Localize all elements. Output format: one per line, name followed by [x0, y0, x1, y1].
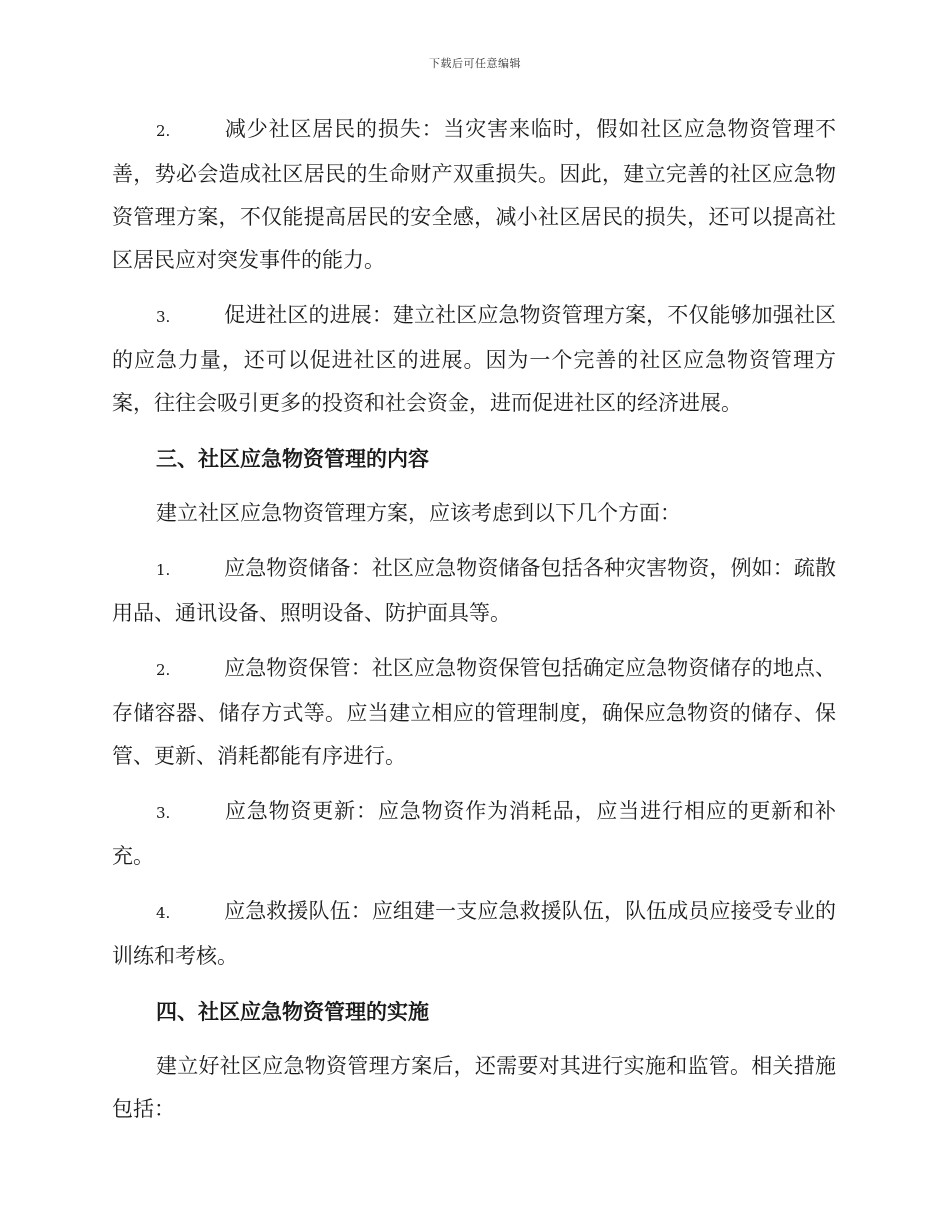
list-item: [112, 890, 836, 978]
list-item-number: 3.: [156, 308, 171, 326]
list-item-number: 3.: [156, 804, 171, 822]
list-item-text: 应急物资更新：应急物资作为消耗品，应当进行相应的更新和补充。: [112, 799, 836, 868]
list-item: [112, 647, 836, 778]
list-item-number: 2.: [156, 661, 171, 679]
section-heading: 四、社区应急物资管理的实施: [156, 999, 429, 1024]
paragraph: 建立社区应急物资管理方案，应该考虑到以下几个方面：: [156, 501, 681, 525]
list-item-number: 1.: [156, 561, 171, 579]
list-item: [112, 108, 836, 282]
list-item-text: 促进社区的进展：建立社区应急物资管理方案，不仅能够加强社区的应急力量，还可以促进社区的进展。因为一个完善的社区应急物资管理方案，往往会吸引更多的投资和社会资金，进而促进社区的经济进展。: [112, 303, 836, 415]
list-item: [112, 790, 836, 878]
list-item-number: 4.: [156, 904, 171, 922]
list-item-text: 减少社区居民的损失：当灾害来临时，假如社区应急物资管理不善，势必会造成社区居民的生命财产双重损失。因此，建立完善的社区应急物资管理方案，不仅能提高居民的安全感，减小社区居民的损失，还可以提高社区居民应对突发事件的能力。: [112, 117, 836, 272]
list-item-text: 应急物资保管：社区应急物资保管包括确定应急物资储存的地点、存储容器、储存方式等。应当建立相应的管理制度，确保应急物资的储存、保管、更新、消耗都能有序进行。: [112, 656, 836, 768]
list-item-text: 应急救援队伍：应组建一支应急救援队伍，队伍成员应接受专业的训练和考核。: [112, 899, 836, 968]
list-item: [112, 547, 836, 635]
list-item: [112, 294, 836, 425]
document-body: [112, 108, 836, 1143]
page-header: 下载后可任意编辑: [429, 57, 521, 70]
paragraph: 建立好社区应急物资管理方案后，还需要对其进行实施和监管。相关措施包括：: [112, 1054, 836, 1121]
section-heading: 三、社区应急物资管理的内容: [156, 446, 429, 471]
list-item-text: 应急物资储备：社区应急物资储备包括各种灾害物资，例如：疏散用品、通讯设备、照明设备、防护面具等。: [112, 556, 836, 625]
list-item-number: 2.: [156, 122, 171, 140]
